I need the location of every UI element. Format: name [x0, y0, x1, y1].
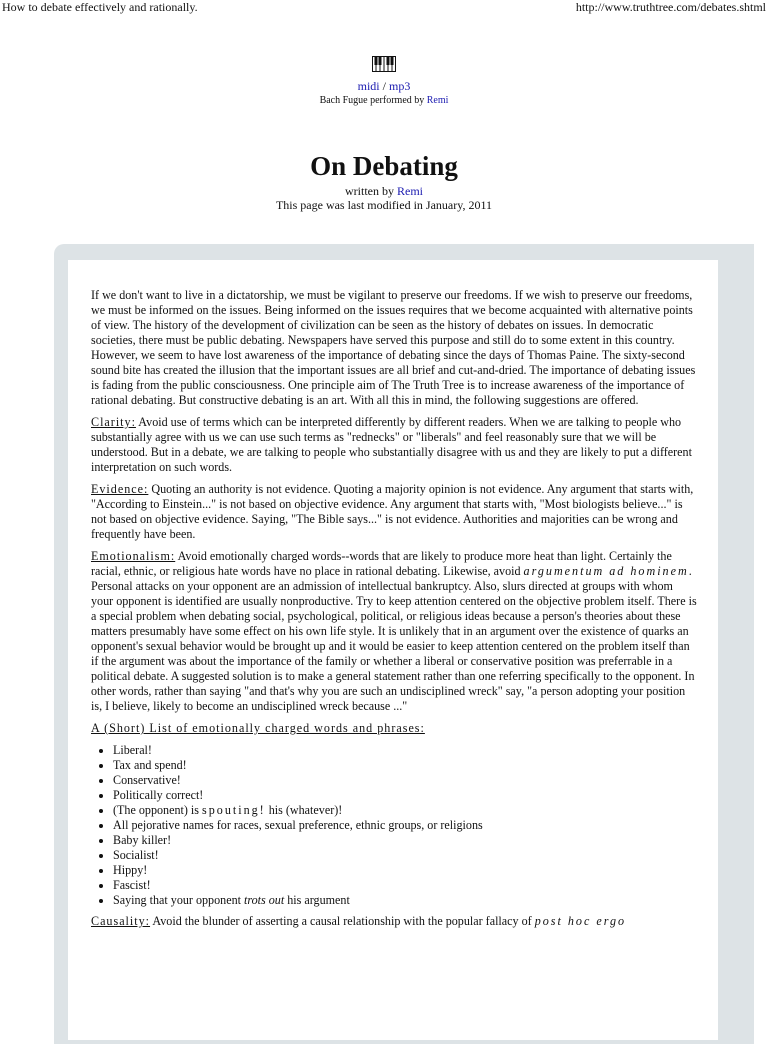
evidence-text: Quoting an authority is not evidence. Quoting a majority opinion is not evidence. Any argument that starts with, "According to Einstein..." is not based on objective evidence. Any argument that starts with, "Most biologists believe..." is not based on objective evidence. Saying, "The Bible says..." is not evidence. Authorities and majorities can be wrong and frequently have been. — [91, 482, 694, 541]
clarity-label: Clarity: — [91, 415, 136, 429]
credit-prefix: Bach Fugue performed by — [319, 95, 427, 106]
list-item: • Hippy! — [113, 863, 697, 878]
list-item: • All pejorative names for races, sexual preference, ethnic groups, or religions — [113, 818, 697, 833]
list-item: • Tax and spend! — [113, 758, 697, 773]
mp3-link[interactable]: mp3 — [389, 79, 411, 93]
link-separator: / — [379, 79, 389, 93]
performer-link[interactable]: Remi — [426, 95, 449, 106]
list-heading — [91, 721, 697, 736]
causality-label: Causality: — [91, 914, 151, 928]
list-item — [113, 803, 697, 818]
article-body — [91, 288, 697, 936]
clarity-paragraph — [91, 415, 697, 475]
emotionalism-text-1: Avoid emotionally charged words--words that are likely to produce more heat than light. Certainly the racial, ethnic, or religious hate words have no place in rational debating. Likewise, avoid — [91, 549, 672, 578]
title-block — [0, 150, 768, 212]
emotionalism-text-2: . Personal attacks on your opponent are an admission of intellectual bankruptcy. Also, slurs directed at groups with whom your opponent is identified are usually nonproductive. Try to keep attention centered on the objective problem itself. There is a special problem when debating social, psychological, political, or religious ideas because a person's theories about these matters presumably have some effect on his own life style. It is unlikely that in an argument over the existence of quarks an opponent's sexual behavior would be brought up and it would be easier to keep attention centered on the problem itself than if the argument was about the importance of the family or whether a liberal or conservative position was preferrable in a political debate. A suggested solution is to make a general statement rather than one referring specifically to the opponent. In other words, rather than saying "and that's why you are such an undisciplined wreck" say, "a person adopting your position is, I believe, likely to become an undisciplined wreck because ..." — [91, 564, 697, 713]
list-item: • Conservative! — [113, 773, 697, 788]
list-item-tail: his (whatever)! — [265, 803, 343, 817]
list-item: • Liberal! — [113, 743, 697, 758]
list-item-tail: his argument — [284, 893, 350, 907]
list-item: • Fascist! — [113, 878, 697, 893]
byline — [0, 184, 768, 198]
audio-credit — [0, 95, 768, 107]
print-header — [0, 0, 768, 16]
trots-out-phrase: trots out — [244, 893, 285, 907]
latin-phrase: argumentum ad hominem — [523, 564, 689, 578]
emotionalism-label: Emotionalism: — [91, 549, 176, 563]
page-title-header: How to debate effectively and rationally. — [2, 0, 198, 14]
list-heading-label: A (Short) List of emotionally charged words and phrases: — [91, 721, 425, 735]
evidence-label: Evidence: — [91, 482, 149, 496]
evidence-paragraph — [91, 482, 697, 542]
audio-links — [0, 79, 768, 93]
causality-paragraph — [91, 914, 697, 929]
list-item: • Socialist! — [113, 848, 697, 863]
list-item-text: (The opponent) is — [113, 803, 203, 817]
causality-latin: post hoc ergo — [534, 914, 627, 928]
intro-paragraph: If we don't want to live in a dictatorship, we must be vigilant to preserve our freedoms. If we wish to preserve our freedoms, we must be informed on the issues. Being informed on the issues requires that we become acquainted with alternative points of view. The history of the development of civilization can be seen as the history of debates on issues. In democratic societies, there must be public debating. Newspapers have served this purpose and still do to some extent in this country. However, we seem to have lost awareness of the importance of debating since the days of Thomas Paine. The sixty-second sound bite has created the illusion that the important issues are all brief and cut-and-dried. The importance of debating issues is fading from the public consciousness. One principle aim of The Truth Tree is to increase awareness of the importance of rational debating. But constructive debating is an art. With all this in mind, the following suggestions are offered. — [91, 288, 696, 407]
midi-link[interactable]: midi — [357, 79, 380, 93]
written-by-label: written by — [345, 184, 397, 198]
causality-text: Avoid the blunder of asserting a causal relationship with the popular fallacy of — [150, 914, 535, 928]
emotionalism-paragraph — [91, 549, 697, 714]
list-item: • Politically correct! — [113, 788, 697, 803]
list-item-text: Saying that your opponent — [113, 893, 244, 907]
clarity-text: Avoid use of terms which can be interpreted differently by different readers. When we are talking to people who substantially agree with us we can use such terms as "rednecks" or "liberals" and feel reasonably sure that we will be understood. But in a debate, we are talking to people who substantially disagree with us and they are likely to put a different interpretation on such words. — [91, 415, 692, 474]
piano-keys-icon — [372, 56, 396, 72]
page-url: http://www.truthtree.com/debates.shtml — [575, 0, 766, 14]
charged-words-list — [91, 743, 697, 908]
list-item — [113, 893, 697, 908]
spouting-word: spouting! — [202, 803, 266, 817]
audio-block — [0, 56, 768, 107]
author-link[interactable]: Remi — [397, 184, 423, 198]
last-modified: This page was last modified in January, 2011 — [275, 198, 493, 212]
page-title: On Debating — [310, 151, 458, 181]
list-item: • Baby killer! — [113, 833, 697, 848]
